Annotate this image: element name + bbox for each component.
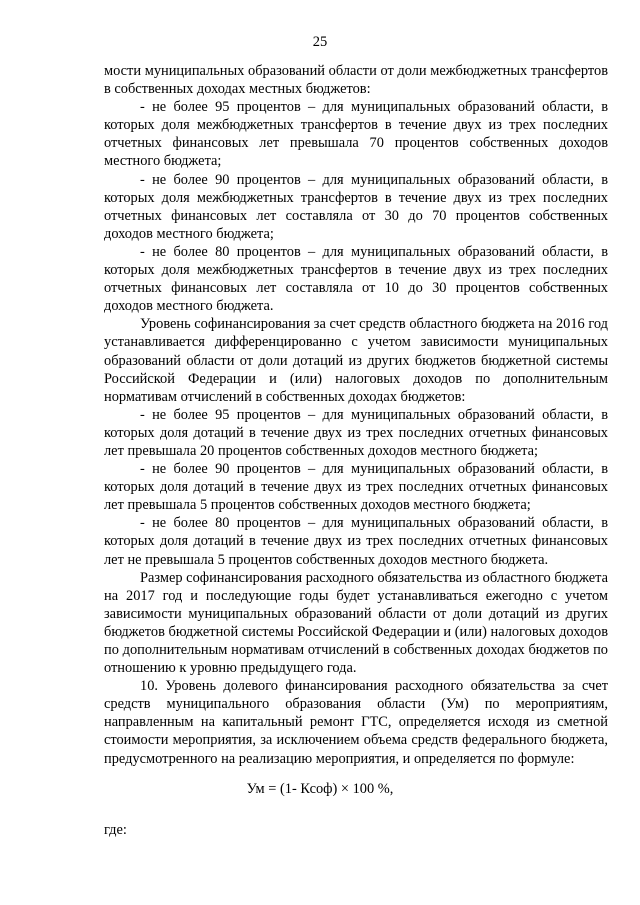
paragraph-transfers-95: - не более 95 процентов – для муниципальных образований области, в которых доля межбюджетных трансфертов в течение двух из трех последних отчетных финансовых лет превышала 70 процентов собственных доходов местного бюджета; <box>104 99 608 170</box>
where-label: где: <box>104 822 127 838</box>
paragraph-subsidies-95: - не более 95 процентов – для муниципальных образований области, в которых доля дотаций в течение двух из трех последних отчетных финансовых лет превышала 20 процентов собственных доходов местного бюджета; <box>104 406 608 459</box>
paragraph-cofinancing-2017: Размер софинансирования расходного обязательства из областного бюджета на 2017 год и последующие годы будет устанавливаться ежегодно с учетом зависимости муниципальных образований области от доли дотаций из других бюджетов бюджетной системы Российской Федерации и (или) налоговых доходов по дополнительным нормативам отчислений в собственных доходах бюджетов по отношению к уровню предыдущего года. <box>104 569 608 677</box>
paragraph-subsidies-80: - не более 80 процентов – для муниципальных образований области, в которых доля дотаций в течение двух из трех последних отчетных финансовых лет не превышала 5 процентов собственных доходов местного бюджета. <box>104 515 608 568</box>
paragraph-cofinancing-2016: Уровень софинансирования за счет средств областного бюджета на 2016 год устанавливается дифференцированно с учетом зависимости муниципальных образований области от доли дотаций из других бюджетов бюджетной системы Российской Федерации и (или) налоговых доходов по дополнительным нормативам отчислений в собственных доходах бюджетов: <box>104 316 608 405</box>
document-body <box>104 62 608 768</box>
paragraph-transfers-90: - не более 90 процентов – для муниципальных образований области, в которых доля межбюджетных трансфертов в течение двух из трех последних отчетных финансовых лет составляла от 30 до 70 процентов собственных доходов местного бюджета; <box>104 171 608 242</box>
page-number: 25 <box>312 34 328 50</box>
paragraph-item-10: 10. Уровень долевого финансирования расходного обязательства за счет средств муниципального образования области (Ум) по мероприятиям, направленным на капитальный ремонт ГТС, определяется исходя из сметной стоимости мероприятия, за исключением объема средств федерального бюджета, предусмотренного на реализацию мероприятия, и определяется по формуле: <box>104 678 608 767</box>
paragraph-subsidies-90: - не более 90 процентов – для муниципальных образований области, в которых доля дотаций в течение двух из трех последних отчетных финансовых лет превышала 5 процентов собственных доходов местного бюджета; <box>104 461 608 514</box>
paragraph-transfers-80: - не более 80 процентов – для муниципальных образований области, в которых доля межбюджетных трансфертов в течение двух из трех последних отчетных финансовых лет составляла от 10 до 30 процентов собственных доходов местного бюджета. <box>104 243 608 315</box>
formula: Ум = (1- Ксоф) × 100 %, <box>246 781 394 797</box>
paragraph-continuation: мости муниципальных образований области от доли межбюджетных трансфертов в собственных доходах местных бюджетов: <box>104 63 608 98</box>
